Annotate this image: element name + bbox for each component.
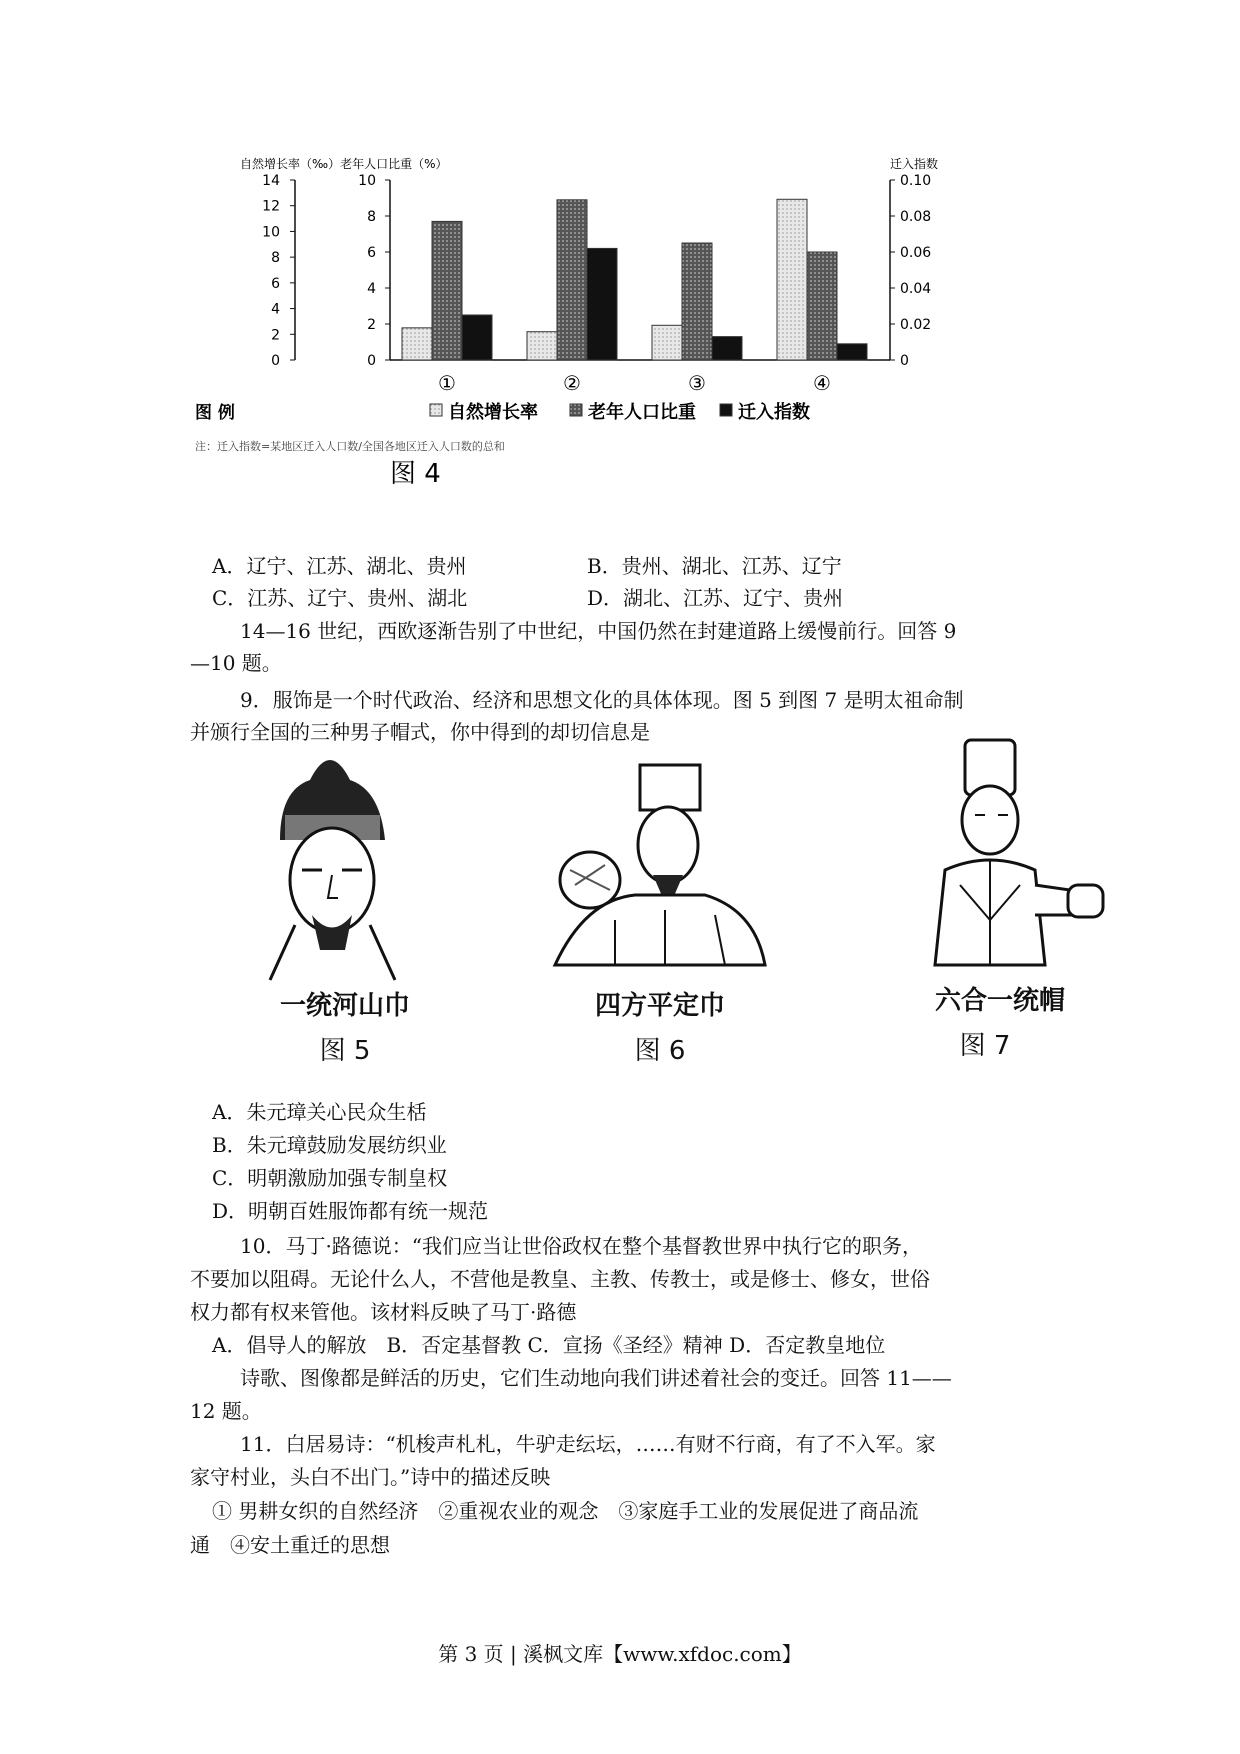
outer-left-tick-label: 4 (271, 301, 280, 318)
legend-entry: 迁入指数 (738, 402, 810, 423)
legend-entry: 老年人口比重 (588, 402, 696, 423)
q11-choices-line2: 通 ④安土重迁的思想 (190, 1533, 390, 1557)
bar-老年人口比重 (682, 243, 712, 360)
right-tick-label: 0.04 (900, 281, 932, 297)
legend-swatch (720, 404, 732, 416)
right-tick-label: 0.06 (900, 245, 932, 261)
q10-options: A．倡导人的解放 B．否定基督教 C．宣扬《圣经》精神 D．否定教皇地位 (212, 1333, 886, 1357)
outer-left-tick-label: 2 (271, 327, 280, 344)
q9-stem-line1: 9．服饰是一个时代政治、经济和思想文化的具体体现。图 5 到图 7 是明太祖命制 (240, 688, 964, 712)
category-label: ③ (688, 371, 706, 395)
bar-迁入指数 (587, 248, 617, 360)
legend-swatch (570, 404, 582, 416)
inner-left-tick-label: 8 (367, 209, 376, 225)
legend-prefix: 图 例 (195, 403, 235, 423)
bar-自然增长率 (652, 325, 682, 360)
q9-option-c: C．明朝激励加强专制皇权 (212, 1166, 448, 1190)
bar-迁入指数 (462, 315, 492, 360)
legend-entry: 自然增长率 (448, 402, 538, 423)
inner-left-tick-label: 0 (367, 353, 376, 369)
right-tick-label: 0.10 (900, 173, 932, 189)
q8-option-c: C．江苏、辽宁、贵州、湖北 (212, 586, 468, 610)
intro-9-10-line2: —10 题。 (190, 651, 282, 675)
q8-option-d: D．湖北、江苏、辽宁、贵州 (587, 586, 844, 610)
q11-choices-line1: ① 男耕女织的自然经济 ②重视农业的观念 ③家庭手工业的发展促进了商品流 (212, 1499, 919, 1523)
outer-left-tick-label: 0 (271, 353, 280, 369)
intro-9-10-line1: 14—16 世纪，西欧逐渐告别了中世纪，中国仍然在封建道路上缓慢前行。回答 9 (240, 619, 957, 643)
bar-自然增长率 (777, 199, 807, 360)
intro-11-12-line2: 12 题。 (190, 1399, 262, 1423)
bar-老年人口比重 (557, 200, 587, 360)
figure-6-illustration (555, 760, 765, 970)
right-tick-label: 0 (900, 353, 909, 369)
figure-6-caption: 四方平定巾 (594, 991, 725, 1021)
figure-5-caption: 一统河山巾 (279, 991, 410, 1021)
bar-迁入指数 (837, 344, 867, 360)
q11-stem-line1: 11．白居易诗：“机梭声札札，牛驴走纭坛，……有财不行商，有了不入军。家 (240, 1432, 936, 1456)
right-tick-label: 0.08 (900, 209, 932, 225)
q8-option-a: A．辽宁、江苏、湖北、贵州 (212, 554, 467, 578)
intro-11-12-line1: 诗歌、图像都是鲜活的历史，它们生动地向我们讲述着社会的变迁。回答 11—— (240, 1366, 952, 1390)
bar-老年人口比重 (807, 252, 837, 360)
outer-left-tick-label: 10 (262, 224, 280, 241)
outer-left-tick-label: 12 (262, 198, 280, 215)
figure-7-number: 图 7 (959, 1031, 1011, 1061)
inner-left-tick-label: 10 (358, 173, 376, 189)
right-tick-label: 0.02 (900, 317, 932, 333)
chart-title: 图 4 (390, 459, 441, 489)
q9-stem-line2: 并颁行全国的三种男子帽式，你中得到的却切信息是 (190, 720, 650, 744)
inner-left-tick-label: 4 (367, 281, 376, 297)
figure-7-caption: 六合一统帽 (934, 986, 1065, 1016)
bar-自然增长率 (402, 328, 432, 360)
figure-7-illustration (920, 735, 1110, 965)
category-label: ① (438, 371, 456, 395)
figure-7-portrait (920, 735, 1110, 965)
q10-stem-line3: 权力都有权来管他。该材料反映了马丁·路德 (190, 1300, 577, 1324)
q9-option-b: B．朱元璋鼓励发展纺织业 (212, 1133, 447, 1157)
bar-老年人口比重 (432, 221, 462, 360)
outer-left-tick-label: 14 (262, 173, 280, 189)
figure-5-number: 图 5 (319, 1036, 371, 1066)
q9-option-d: D．明朝百姓服饰都有统一规范 (212, 1199, 489, 1223)
bar-迁入指数 (712, 337, 742, 360)
inner-left-tick-label: 6 (367, 245, 376, 261)
category-label: ④ (813, 371, 831, 395)
bar-自然增长率 (527, 332, 557, 360)
figure-5-portrait (250, 740, 410, 980)
outer-left-tick-label: 8 (271, 250, 280, 267)
chart-note: 注：迁入指数=某地区迁入人口数/全国各地区迁入人口数的总和 (195, 440, 505, 453)
page-footer: 第 3 页 | 溪枫文库【www.xfdoc.com】 (438, 1642, 802, 1666)
outer-left-tick-label: 6 (271, 275, 280, 292)
inner-left-tick-label: 2 (367, 317, 376, 333)
legend-swatch (430, 404, 442, 416)
figure-6-number: 图 6 (634, 1036, 686, 1066)
left-axis-label: 自然增长率（‰）老年人口比重（%） (240, 157, 448, 171)
q8-option-b: B．贵州、湖北、江苏、辽宁 (587, 554, 842, 578)
right-axis-label: 迁入指数 (890, 157, 939, 171)
q10-stem-line1: 10．马丁·路德说：“我们应当让世俗政权在整个基督教世界中执行它的职务， (240, 1234, 923, 1258)
chart-svg (195, 157, 1050, 540)
q9-option-a: A．朱元璋关心民众生栝 (212, 1100, 427, 1124)
figure-6-portrait (555, 760, 765, 970)
category-label: ② (563, 371, 581, 395)
q11-stem-line2: 家守村业，头白不出门。”诗中的描述反映 (190, 1465, 551, 1489)
population-chart (195, 157, 1050, 540)
figure-5-illustration (250, 740, 410, 980)
q10-stem-line2: 不要加以阻碍。无论什么人，不营他是教皇、主教、传教士，或是修士、修女，世俗 (190, 1267, 930, 1291)
